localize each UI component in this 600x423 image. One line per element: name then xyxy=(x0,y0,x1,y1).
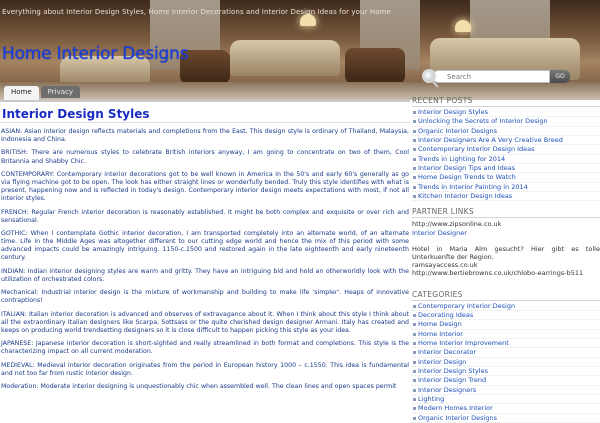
paragraph-japanese: JAPANESE: Japanese interior decoration is short-sighted and really streamlined in both format and completions. This style is the characterizing impact on all current moderation. xyxy=(1,340,409,356)
paragraph-mechanical: Mechanical: Industrial interior design is the mixture of workmanship and building to make life 'simpler'. Heaps of innovative contraptions! xyxy=(1,289,409,305)
header-banner xyxy=(0,0,600,100)
paragraph-moderation: Moderation: Moderate interior designing is unquestionably chic when assembled well. The clean lines and open spaces permit xyxy=(1,383,397,391)
category-link[interactable]: Lighting xyxy=(412,395,600,404)
tab-privacy[interactable]: Privacy xyxy=(41,86,80,98)
content-top-divider xyxy=(0,100,410,102)
paragraph-indian: INDIAN: Indian interior designing styles are warm and gritty. They have an intriguing bid and hold an otherworldly look with the utilization of orchestrated colors. xyxy=(1,267,409,283)
category-link[interactable]: Organic Interior Designs xyxy=(412,414,600,423)
paragraph-contemporary: CONTEMPORARY: Contemporary interior decorations got to be well known in America in the 50's and early 60's generally as go via flying machine got to be open. The look has either straight lines or wonderfully bended. Truly this style identifies with what is present, happening now and is reflected in today's design. Contemporary interior design meets expectations with most, if not all interior styles. xyxy=(1,170,409,203)
main-content xyxy=(0,100,410,400)
banner-chair-shape xyxy=(345,48,405,84)
categories-list xyxy=(412,302,600,423)
search-form xyxy=(420,68,570,85)
banner-lamp-shape xyxy=(455,20,471,32)
recent-post-link[interactable]: Trends in Interior Painting in 2014 xyxy=(412,183,600,192)
title-divider xyxy=(0,122,410,123)
partner-url-1: http://www.zipsonline.co.uk xyxy=(412,220,502,229)
recent-post-link[interactable]: Interior Design Tips and Ideas xyxy=(412,164,600,173)
category-link[interactable]: Decorating Ideas xyxy=(412,311,600,320)
recent-posts-heading: RECENT POSTS xyxy=(412,96,600,107)
categories-heading: CATEGORIES xyxy=(412,290,600,301)
recent-posts-list xyxy=(412,108,600,201)
category-link[interactable]: Interior Design Styles xyxy=(412,367,600,376)
partner-promo-url: ramsayaccess.co.uk xyxy=(412,261,478,270)
category-link[interactable]: Interior Design Trend xyxy=(412,376,600,385)
search-go-button[interactable]: GO xyxy=(550,70,570,83)
paragraph-gothic: GOTHIC: When I contemplate Gothic interior decoration, I am transported completely into an alternate world, of an alternate time. Life in the Middle Ages was altogether different to our cutting edge world and hence the mix of this period with some advanced impacts could be amazingly intriguing. 1150-c.1500 and restored again in the late eighteenth and early nineteenth century. xyxy=(1,230,409,262)
paragraph-italian: ITALIAN: Italian interior decoration is advanced and observes of extravagance about it. When I think about this style I think about all the extraordinary Italian designers like Scarpa, Sottsass or the quite cherished design designer Armani. Italy has created and keeps on producing world trendsetting designers so it is close difficult to happen picking this style as your idea. xyxy=(1,310,409,334)
partner-links-block xyxy=(412,220,600,277)
recent-post-link[interactable]: Kitchen Interior Design Ideas xyxy=(412,192,600,201)
site-title-link[interactable]: Home Interior Designs xyxy=(2,44,189,64)
paragraph-asian: ASIAN: Asian interior design reflects materials and completions from the East. This design style is ordinary of Thailand, Malaysia, Indonesia and China. xyxy=(1,128,409,144)
search-input[interactable] xyxy=(432,70,550,83)
recent-post-link[interactable]: Interior Designers Are A Very Creative Breed xyxy=(412,136,600,145)
category-link[interactable]: Contemporary Interior Design xyxy=(412,302,600,311)
category-link[interactable]: Interior Designers xyxy=(412,386,600,395)
category-link[interactable]: Home Interior xyxy=(412,330,600,339)
recent-post-link[interactable]: Trends in Lighting for 2014 xyxy=(412,155,600,164)
page-title[interactable]: Interior Design Styles xyxy=(2,107,150,121)
paragraph-british: BRITISH: There are numerous styles to celebrate British interiors anyway, I am going to concentrate on two of them, Cool Britannia and Shabby Chic. xyxy=(1,149,409,165)
article-body xyxy=(1,128,409,397)
paragraph-medieval: MEDIEVAL: Medieval interior decoration originates from the period in European history 1000 – c.1550. This idea is fundamental and not too far from rustic interior design. xyxy=(1,361,409,377)
category-link[interactable]: Interior Decorator xyxy=(412,348,600,357)
nav-tabs xyxy=(0,86,80,100)
category-link[interactable]: Interior Design xyxy=(412,358,600,367)
partner-promo-text: Hotel in Maria Alm gesucht? Hier gibt es tolle Unterkuenfte der Region. xyxy=(412,244,600,262)
recent-post-link[interactable]: Home Design Trends to Watch xyxy=(412,173,600,182)
recent-post-link[interactable]: Organic Interior Designs xyxy=(412,127,600,136)
category-link[interactable]: Home Interior Improvement xyxy=(412,339,600,348)
partner-spacer xyxy=(412,237,600,245)
recent-post-link[interactable]: Interior Design Styles xyxy=(412,108,600,117)
tab-home[interactable]: Home xyxy=(4,86,39,100)
site-tagline: Everything about Interior Design Styles, Home Interior Decorations and Interior Design Ideas for your Home xyxy=(2,8,391,16)
paragraph-french: FRENCH: Regular French interior decoration is reasonably established. It might be both complex and exquisite or over rich and sensational. xyxy=(1,208,409,224)
partner-links-heading: PARTNER LINKS xyxy=(412,207,600,218)
banner-sofa-shape xyxy=(230,40,340,76)
partner-link-interior-designer[interactable]: Interior Designer xyxy=(412,228,467,237)
partner-url-2: http://www.bertiebrowns.co.uk/chlobo-earrings-b511 xyxy=(412,269,584,278)
category-link[interactable]: Modern Homes Interior xyxy=(412,404,600,413)
recent-post-link[interactable]: Unlocking the Secrets of Interior Design xyxy=(412,117,600,126)
recent-post-link[interactable]: Contemporary Interior Design Ideas xyxy=(412,145,600,154)
category-link[interactable]: Home Design xyxy=(412,320,600,329)
search-icon xyxy=(422,69,436,83)
sidebar xyxy=(412,96,600,422)
